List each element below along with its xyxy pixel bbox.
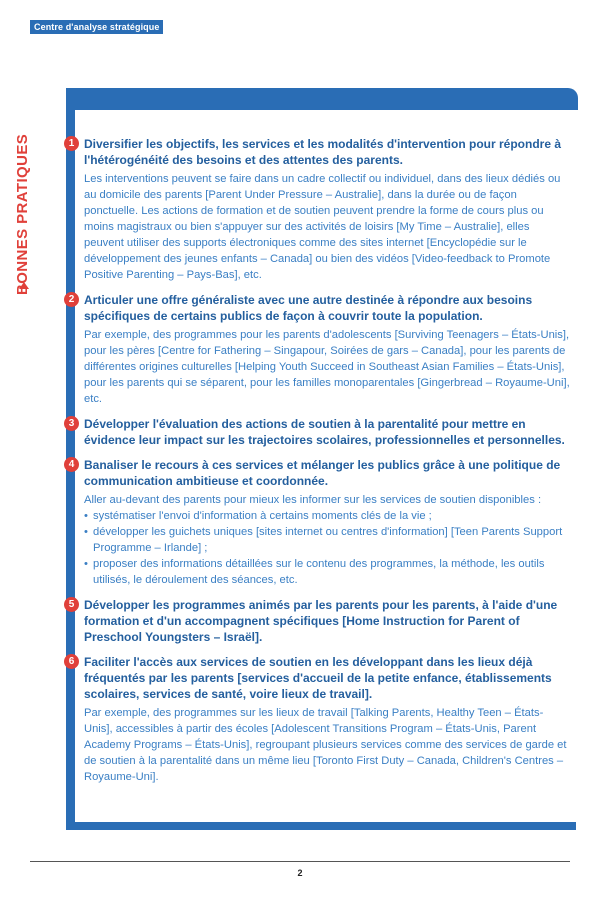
list-item: • systématiser l'envoi d'information à certains moments clés de la vie ; [84,508,570,524]
practice-item-5 [68,597,570,645]
number-badge: 4 [64,457,79,472]
practice-intro: Aller au-devant des parents pour mieux les informer sur les services de soutien disponibles : [84,494,542,506]
panel-bottom-border [66,822,576,830]
panel-top-border [66,88,578,110]
practice-title: Développer les programmes animés par les parents pour les parents, à l'aide d'une formation et d'un accompagnent spécifiques [Home Instruction for Parent of Preschool Youngsters – Israël]. [84,598,558,644]
practice-body: Les interventions peuvent se faire dans un cadre collectif ou individuel, dans des lieux dédiés ou au domicile des parents [Parent Under Pressure – Australie], dans la durée ou de façon ponctuelle. Les actions de formation et de soutien peuvent prendre la forme de cours plus ou moins magistraux ou bien s'appuyer sur des activités de loisirs [My Time – Australie], elles peuvent utiliser des supports électroniques comme des sites internet [Encyclopédie sur le développement des jeunes enfants – Canada] ou bien des vidéos [Video-feedback to Promote Positive Parenting – Pays-Bas], etc. [84,173,561,281]
number-badge: 5 [64,597,79,612]
list-item: • développer les guichets uniques [sites internet ou centres d'information] [Teen Parents Support Programme – Irlande] ; [84,524,570,556]
number-badge: 6 [64,654,79,669]
number-badge: 2 [64,292,79,307]
practice-item-2 [68,292,570,407]
practice-title: Développer l'évaluation des actions de soutien à la parentalité pour mettre en évidence leur impact sur les trajectoires scolaires, professionnelles et personnelles. [84,417,565,447]
practice-body: Par exemple, des programmes sur les lieux de travail [Talking Parents, Healthy Teen – États-Unis], accessibles à partir des écoles [Adolescent Transitions Program – États-Unis, Parent Academy Programs – États-Unis], regroupant plusieurs services comme des services de garde et de soutien à la parentalité dans un même lieu [Toronto First Duty – Canada, Children's Centres – Royaume-Uni]. [84,707,567,783]
section-label-text: BONNES PRATIQUES [14,133,31,295]
header-tag: Centre d'analyse stratégique [30,20,163,34]
practice-item-6 [68,654,570,785]
practice-title: Diversifier les objectifs, les services et les modalités d'intervention pour répondre à l'hétérogénéité des besoins et des attentes des parents. [84,137,562,167]
number-badge: 1 [64,136,79,151]
footer-divider [30,861,570,862]
practice-title: Banaliser le recours à ces services et mélanger les publics grâce à une politique de communication ambitieuse et coordonnée. [84,458,561,488]
practice-item-4 [68,457,570,588]
list-item: • proposer des informations détaillées sur le contenu des programmes, la méthode, les outils utilisés, le déroulement des séances, etc. [84,556,570,588]
chevron-up-icon [19,282,29,289]
practice-item-3 [68,416,570,448]
practice-item-1 [68,136,570,283]
number-badge: 3 [64,416,79,431]
practices-list [68,136,570,794]
practice-body: Par exemple, des programmes pour les parents d'adolescents [Surviving Teenagers – États-Unis], pour les pères [Centre for Fathering – Singapour, Soirées de gars – Canada], pour les parents de différentes origines culturelles [Helping Youth Succeed in Southeast Asian Families – États-Unis], pour les parents qui se séparent, pour les familles monoparentales [Gingerbread – Royaume-Uni], etc. [84,329,570,405]
page-number: 2 [297,868,303,878]
section-label [14,115,40,295]
practice-title: Articuler une offre généraliste avec une autre destinée à répondre aux besoins spécifiques de certains publics de façon à couvrir toute la population. [84,293,533,323]
practice-body [84,492,570,588]
practice-title: Faciliter l'accès aux services de soutien en les développant dans les lieux déjà fréquentés par les parents [services d'accueil de la petite enfance, établissements scolaires, services de santé, voire lieux de travail]. [84,655,552,701]
bullet-list [84,508,570,588]
